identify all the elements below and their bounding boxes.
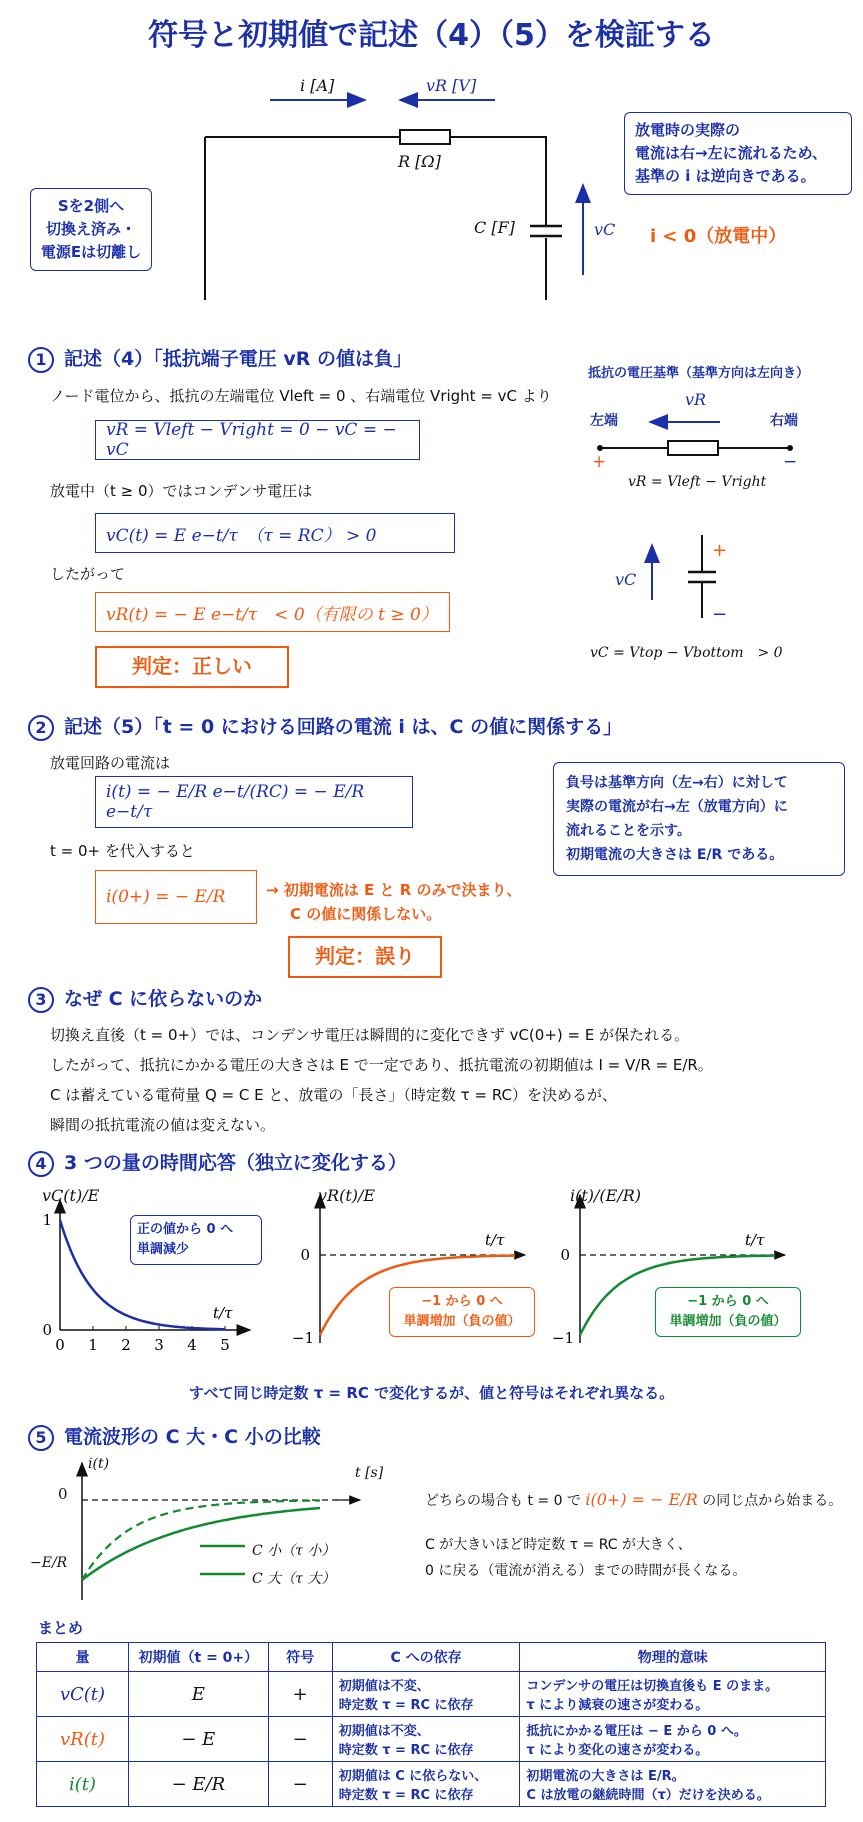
vr-def: vR = Vleft − Vright — [628, 474, 767, 490]
s2-line1: 放電回路の電流は — [50, 754, 171, 772]
cap-plus: + — [712, 540, 728, 561]
s1-eq2: vC(t) = E e−t/τ （τ = RC） > 0 — [95, 513, 455, 553]
current-comparison-chart — [20, 1455, 400, 1605]
vc-def: vC = Vtop − Vbottom > 0 — [590, 645, 783, 661]
y-tick-label: 0 — [560, 1246, 570, 1264]
x-tick-label: 1 — [88, 1336, 98, 1354]
s1-verdict: 判定：正しい — [95, 646, 289, 688]
s2-eq2: i(0+) = − E/R — [95, 870, 257, 924]
i-negative-label: i < 0（放電中） — [650, 226, 787, 247]
s1-intro: ノード電位から、抵抗の左端電位 Vleft = 0 、右端電位 Vright = vC より — [50, 387, 552, 405]
s2-side-note: 負号は基準方向（左→右）に対して 実際の電流が右→左（放電方向）に 流れることを示す。 初期電流の大きさは E/R である。 — [553, 762, 845, 876]
c3-ylabel: i(t)/(E/R) — [570, 1186, 642, 1205]
switch-note: Sを2側へ 切換え済み・ 電源Eは切離し — [30, 188, 152, 271]
s1-ref-title: 抵抗の電圧基準（基準方向は左向き） — [588, 366, 810, 381]
col-dependency: C への依存 — [332, 1643, 520, 1672]
c4-legend-small: C 小（τ 小） — [252, 1543, 336, 1559]
ref-minus: − — [783, 452, 798, 472]
s1-eq3: vR(t) = − E e−t/τ < 0（有限の t ≥ 0） — [95, 592, 450, 632]
y-tick-label: 0 — [300, 1246, 310, 1264]
s1-eq1: vR = Vleft − Vright = 0 − vC = − vC — [95, 420, 420, 460]
y-tick-label: 0 — [42, 1321, 52, 1339]
s5-text1: どちらの場合も t = 0 で i(0+) = − E/R の同じ点から始まる。 — [425, 1490, 843, 1509]
capacitor-symbol — [530, 226, 562, 236]
section-3-heading: 3 なぜ C に依らないのか — [28, 984, 262, 1013]
right-end-label: 右端 — [770, 413, 798, 429]
c1-ylabel: vC(t)/E — [42, 1186, 100, 1205]
resistor-symbol — [400, 130, 450, 144]
x-tick-label: 0 — [55, 1336, 65, 1354]
i-label: i [A] — [300, 76, 335, 95]
s2-eq1: i(t) = − E/R e−t/(RC) = − E/R e−t/τ — [95, 776, 413, 828]
s1-line3: したがって — [50, 565, 126, 583]
discharge-note: 放電時の実際の 電流は右→左に流れるため、 基準の i は逆向きである。 — [624, 112, 852, 195]
ref-vr-label: vR — [685, 390, 707, 409]
col-meaning: 物理的意味 — [520, 1643, 826, 1672]
cap-minus: − — [712, 604, 728, 625]
s2-line2: t = 0+ を代入すると — [50, 842, 195, 860]
c2-annotation: −1 から 0 へ 単調増加（負の値） — [389, 1287, 535, 1337]
col-quantity: 量 — [37, 1643, 129, 1672]
left-end-label: 左端 — [590, 413, 618, 429]
summary-title: まとめ — [38, 1619, 84, 1637]
x-axis-label: t/τ — [745, 1231, 765, 1249]
section-2-heading: 2 記述（5）「t = 0 における回路の電流 i は、C の値に関係する」 — [28, 712, 622, 741]
s4-footer: すべて同じ時定数 τ = RC で変化するが、値と符号はそれぞれ異なる。 — [188, 1384, 675, 1402]
s3-body: 切換え直後（t = 0+）では、コンデンサ電圧は瞬間的に変化できず vC(0+) = E が保たれる。 したがって、抵抗にかかる電圧の大きさは E で一定であり、抵抗電流の初期値は I = V/R = E/R。 C は蓄えている電荷量 Q = C E と、放電の「長さ」（時定数 τ = RC）を決めるが、 瞬間の抵抗電流の値は変えない。 — [50, 1026, 713, 1134]
s2-verdict: 判定：誤り — [288, 936, 442, 978]
r-label: R [Ω] — [398, 152, 441, 171]
x-tick-label: 3 — [154, 1336, 164, 1354]
reference-diagrams — [590, 400, 810, 630]
vc-chart — [20, 1185, 290, 1355]
c3-annotation: −1 から 0 へ 単調増加（負の値） — [655, 1287, 801, 1337]
c-label: C [F] — [474, 218, 515, 237]
col-initial: 初期値（t = 0+） — [128, 1643, 268, 1672]
x-tick-label: 5 — [220, 1336, 230, 1354]
c4-legend-large: C 大（τ 大） — [252, 1571, 336, 1587]
c4-ytick-1: −E/R — [30, 1555, 68, 1571]
x-axis-label: t/τ — [213, 1304, 233, 1322]
c4-ytick-0: 0 — [58, 1485, 68, 1503]
c4-ylabel: i(t) — [88, 1456, 110, 1472]
table-row: vR(t) − E − 初期値は不変、 時定数 τ = RC に依存 抵抗にかかる電圧は − E から 0 へ。 τ により変化の速さが変わる。 — [37, 1717, 826, 1762]
vc-label: vC — [594, 220, 616, 239]
s5-text2: C が大きいほど時定数 τ = RC が大きく、 0 に戻る（電流が消える）までの時間が長くなる。 — [425, 1537, 747, 1579]
y-tick-label: −1 — [291, 1329, 314, 1347]
summary-header-row — [37, 1643, 826, 1672]
section-1-heading: 1 記述（4）「抵抗端子電圧 vR の値は負」 — [28, 344, 412, 373]
y-tick-label: −1 — [551, 1329, 574, 1347]
table-row: i(t) − E/R − 初期値は C に依らない、 時定数 τ = RC に依存 初期電流の大きさは E/R。 C は放電の継続時間（τ）だけを決める。 — [37, 1762, 826, 1807]
col-sign: 符号 — [268, 1643, 332, 1672]
c4-xlabel: t [s] — [355, 1465, 384, 1481]
table-row: vC(t) E + 初期値は不変、 時定数 τ = RC に依存 コンデンサの電圧は切換直後も E のまま。 τ により減衰の速さが変わる。 — [37, 1672, 826, 1717]
vr-label: vR [V] — [426, 76, 477, 95]
x-tick-label: 4 — [187, 1336, 197, 1354]
section-5-heading: 5 電流波形の C 大・C 小の比較 — [28, 1422, 321, 1451]
c2-ylabel: vR(t)/E — [318, 1186, 376, 1205]
page-title: 符号と初期値で記述（4）（5）を検証する — [148, 18, 715, 53]
ref-plus: + — [592, 452, 607, 472]
x-axis-label: t/τ — [485, 1231, 505, 1249]
section-4-heading: 4 3 つの量の時間応答（独立に変化する） — [28, 1148, 407, 1177]
x-tick-label: 2 — [121, 1336, 131, 1354]
ref-vc-label: vC — [615, 570, 637, 589]
s1-line2: 放電中（t ≥ 0）ではコンデンサ電圧は — [50, 482, 313, 500]
s2-arrow-note: → 初期電流は E と R のみで決まり、 C の値に関係しない。 — [266, 881, 522, 923]
summary-table — [36, 1642, 826, 1807]
y-tick-label: 1 — [42, 1211, 52, 1229]
c1-annotation: 正の値から 0 へ 単調減少 — [130, 1215, 262, 1265]
